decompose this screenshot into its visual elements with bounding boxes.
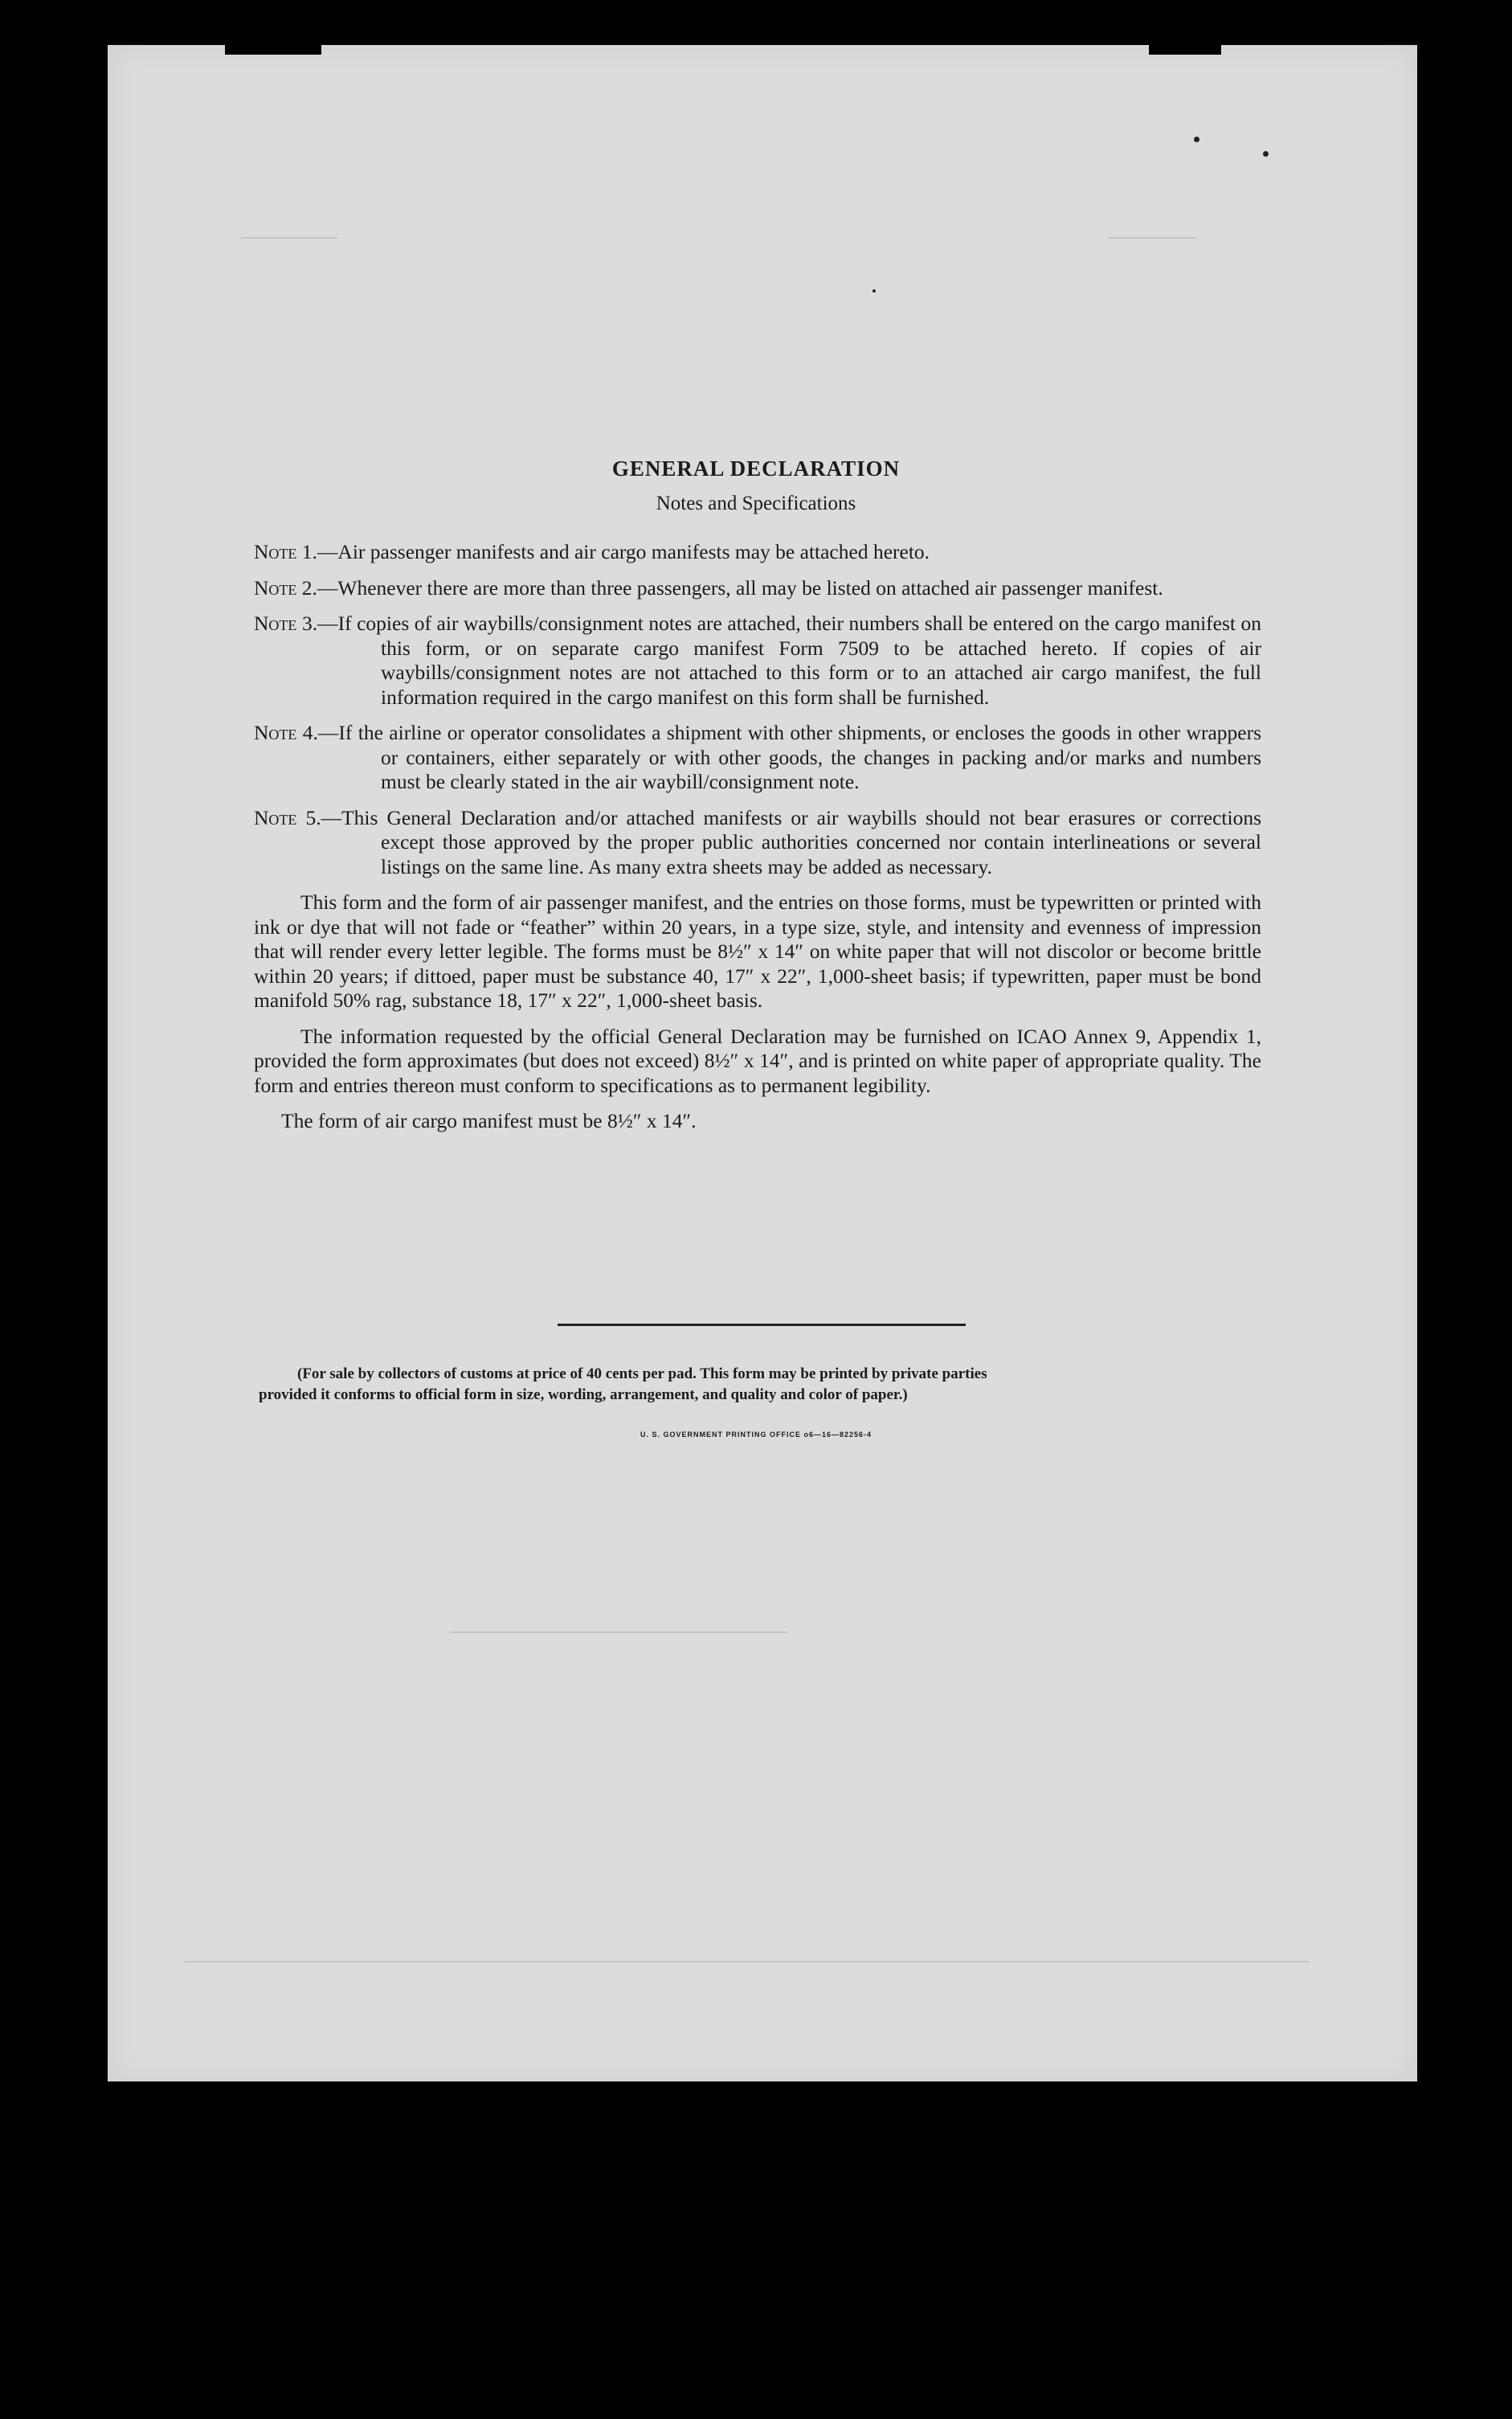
cargo-manifest-size-line: The form of air cargo manifest must be 8½″ x 14″.	[281, 1109, 697, 1132]
bleed-through-mark	[450, 1631, 787, 1633]
notes-section	[254, 540, 1261, 1134]
printer-imprint: U. S. GOVERNMENT PRINTING OFFICE o6—16—82256-4	[640, 1431, 872, 1439]
sale-note-line-1: (For sale by collectors of customs at price of 40 cents per pad. This form may be printed by private parties	[297, 1365, 987, 1382]
note-text: —Air passenger manifests and air cargo manifests may be attached hereto.	[317, 540, 930, 563]
note-2	[254, 576, 1261, 601]
sheet-top-edge-right	[1149, 39, 1221, 55]
note-label: Note 4.	[254, 721, 318, 744]
horizontal-rule	[558, 1324, 966, 1326]
paper-specification-paragraph: This form and the form of air passenger manifest, and the entries on those forms, must be typewritten or printed with ink or dye that will not fade or “feather” within 20 years, in a type size, style, and intensity and evenness of impression that will render every letter legible. The forms must be 8½″ x 14″ on white paper that will not discolor or become brittle within 20 years; if dittoed, paper must be substance 40, 17″ x 22″, 1,000-sheet basis; if typewritten, paper must be bond manifold 50% rag, substance 18, 17″ x 22″, 1,000-sheet basis.	[254, 890, 1261, 1012]
note-label: Note 3.	[254, 612, 318, 635]
bleed-through-mark	[1109, 237, 1197, 239]
note-4	[254, 721, 1261, 795]
note-text: —Whenever there are more than three passengers, all may be listed on attached air passenger manifest.	[317, 575, 1163, 600]
bleed-through-mark	[185, 1961, 1310, 1963]
document-title: GENERAL DECLARATION	[611, 456, 901, 481]
note-label: Note 1.	[254, 540, 317, 563]
speck	[1194, 137, 1199, 142]
document-subtitle: Notes and Specifications	[656, 493, 856, 514]
note-3	[254, 612, 1261, 710]
note-label: Note 2.	[254, 575, 317, 600]
bleed-through-mark	[241, 237, 337, 239]
note-5	[254, 806, 1261, 880]
note-text: —If the airline or operator consolidates a shipment with other shipments, or encloses the goods in other wrappers or containers, either separately or with other goods, the changes in packing and/or marks and numbers must be clearly stated in the air waybill/consignment note.	[317, 721, 1262, 793]
sale-note-line-2: provided it conforms to official form in size, wording, arrangement, and quality and color of paper.)	[259, 1386, 908, 1403]
note-label: Note 5.	[254, 805, 321, 829]
icao-paragraph: The information requested by the official General Declaration may be furnished on ICAO Annex 9, Appendix 1, provided the form approximates (but does not exceed) 8½″ x 14″, and is printed on white paper of appropriate quality. The form and entries thereon must conform to specifications as to permanent legibility.	[254, 1024, 1261, 1097]
note-1	[254, 540, 1261, 565]
note-text: —If copies of air waybills/consignment notes are attached, their numbers shall be entered on the cargo manifest on this form, or on separate cargo manifest Form 7509 to be attached hereto. If copies of air waybills/consignment notes are not attached to this form or to an attached air cargo manifest, the full information required in the cargo manifest on this form shall be furnished.	[317, 612, 1262, 709]
speck	[1263, 151, 1269, 157]
sale-note	[259, 1364, 1266, 1406]
sheet-top-edge-left	[225, 39, 321, 55]
note-text: —This General Declaration and/or attached manifests or air waybills should not bear erasures or corrections except those approved by the proper public authorities concerned nor contain interlineations or several listings on the same line. As many extra sheets may be added as necessary.	[321, 805, 1262, 878]
speck	[872, 289, 876, 293]
